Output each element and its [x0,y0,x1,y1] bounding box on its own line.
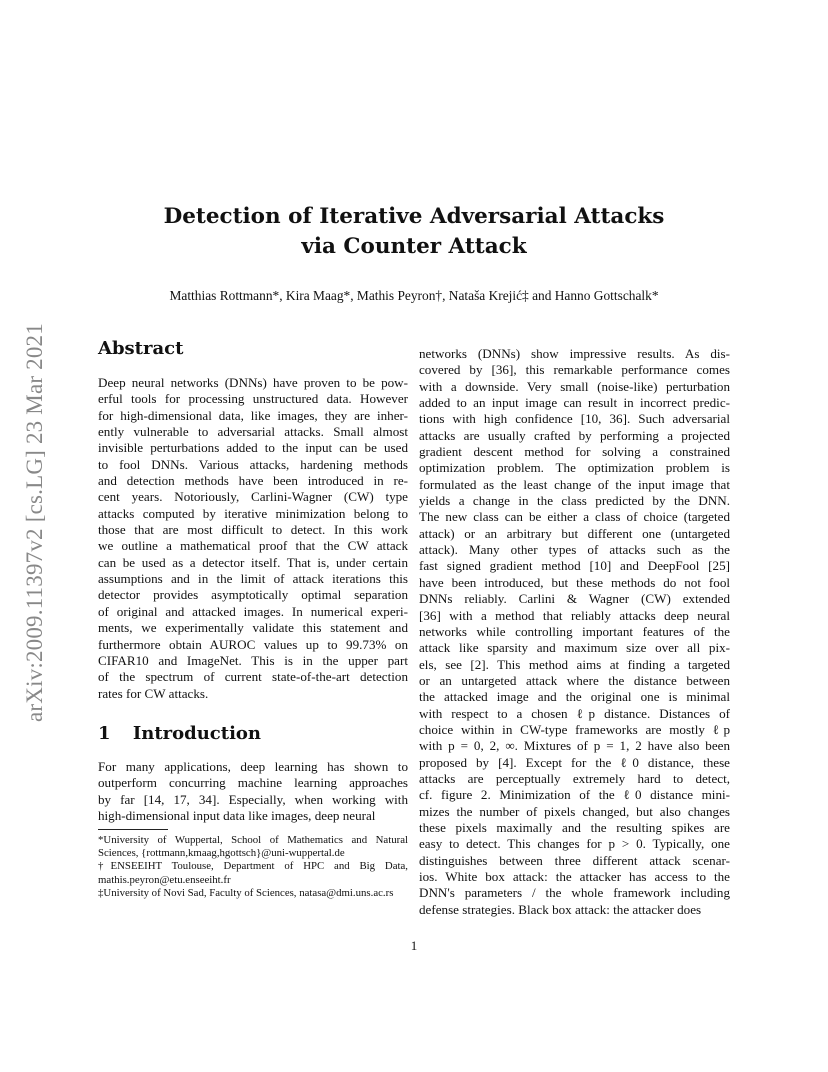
title-line: Detection of Iterative Adversarial Attacks [163,204,665,229]
body-line: attacks are perceptually extremely hard to detect, [419,770,730,786]
body-line: gradient descent method for solving a constrained [419,444,730,460]
body-line: have been introduced, but these methods do not fool [419,574,730,590]
footnotes [98,834,408,900]
body-line: the attacked image and the original one is minimal [419,689,730,705]
body-line: cf. figure 2. Minimization of the ℓ0 distance mini- [419,787,730,803]
body-line: choice within in CW-type frameworks are mostly ℓp [419,721,730,737]
body-line: easy to detect. This changes for p > 0. Typically, one [419,836,730,852]
body-line: with a downside. Very small (noise-like) perturbation [419,378,730,394]
body-line: attack) or an arbitrary but different one (untargeted [419,525,730,541]
footnote: ‡University of Novi Sad, Faculty of Sciences, natasa@dmi.uns.ac.rs [98,886,394,899]
abstract-line: for high-dimensional data, like images, they are inher- [98,407,408,423]
abstract-line: of original and attacked images. In numerical experi- [98,603,408,619]
abstract-line: can be used as a detector itself. That is, under certain [98,554,408,570]
body-line: DNN's parameters / the whole framework including [419,885,730,901]
right-column-body [419,346,730,918]
abstract-line: those that are most difficult to detect. In this work [98,522,408,538]
abstract-line: rates for CW attacks. [98,685,209,701]
body-line: mizes the number of pixels changed, but also changes [419,803,730,819]
body-line: els, see [2]. This method aims at finding a targeted [419,656,730,672]
section-number: 1 [98,723,111,744]
intro-line: For many applications, deep learning has shown to [98,759,408,774]
abstract-line: furthermore obtain AUROC values up to 99.73% on [98,636,408,652]
section-heading [98,723,261,744]
body-line: fast signed gradient method [10] and DeepFool [25] [419,558,730,574]
abstract-line: ments, we experimentally validate this statement and [98,620,408,636]
body-line: DNNs reliably. Carlini & Wagner (CW) extended [419,591,730,607]
abstract-line: ently vulnerable to adversarial attacks. Small almost [98,424,408,440]
abstract-line: and detection methods have been introduced in re- [98,473,408,489]
body-line: proposed by [4]. Except for the ℓ0 distance, these [419,754,730,770]
body-line: ios. White box attack: the attacker has access to the [419,869,730,884]
abstract-body [98,375,408,702]
body-line: or an untargeted attack where the distance between [419,672,730,688]
body-line: these pixels maximally and the resulting spikes are [419,819,730,835]
body-line: defense strategies. Black box attack: the attacker does [419,901,702,917]
abstract-line: we outline a mathematical proof that the CW attack [98,538,408,554]
abstract-heading: Abstract [98,338,184,359]
abstract-line: Deep neural networks (DNNs) have proven to be pow- [98,375,408,390]
abstract-line: erful tools for processing unstructured data. However [98,391,408,407]
footnote-rule [98,829,168,830]
body-line: distinguishes between three different attack scenar- [419,852,730,868]
body-line: attack). Many other types of attacks such as the [419,542,730,558]
intro-line: by far [14, 17, 34]. Especially, when working with [98,791,408,807]
footnote: *University of Wuppertal, School of Mathematics and Natural Sciences, {rottmann,kmaag,hgottsch}@uni-wuppertal.de [98,834,408,860]
abstract-line: attacks computed by iterative minimization belong to [98,505,408,521]
abstract-line: invisible perturbations added to the input can be used [98,440,408,456]
intro-body [98,759,408,824]
footnote: †ENSEEIHT Toulouse, Department of HPC and Big Data, mathis.peyron@etu.enseeiht.fr [98,860,408,886]
body-line: networks (DNNs) show impressive results. As dis- [419,346,730,361]
abstract-line: to fool DNNs. Various attacks, hardening methods [98,456,408,472]
body-line: optimization problem. The optimization problem is [419,460,730,476]
author-list: Matthias Rottmann*, Kira Maag*, Mathis Peyron†, Nataša Krejić‡ and Hanno Gottschalk* [169,288,659,303]
intro-line: high-dimensional input data like images, deep neural [98,808,376,824]
body-line: [36] with a method that reliably attacks deep neural [419,607,730,623]
paper-title [98,202,730,262]
body-line: attacks are usually crafted by performing a projected [419,427,730,443]
body-line: yields a change in the class predicted by the DNN. [419,493,730,509]
section-title: Introduction [132,723,262,744]
body-line: attack like sparsity and maximum size over all pix- [419,640,730,656]
body-line: tions with high confidence [10, 36]. Such adversarial [419,411,730,427]
abstract-line: detector provides asymptotically optimal separation [98,587,408,603]
body-line: formulated as the least change of the input image that [419,476,730,492]
title-line: via Counter Attack [301,234,527,259]
body-line: covered by [36], this remarkable performance comes [419,362,730,378]
body-line: networks while controlling important features of the [419,623,730,639]
abstract-line: assumptions and in the limit of attack iterations this [98,571,408,587]
abstract-line: CIFAR10 and ImageNet. This is in the upper part [98,652,408,668]
body-line: with respect to a chosen ℓp distance. Distances of [419,705,730,721]
arxiv-stamp: arXiv:2009.11397v2 [cs.LG] 23 Mar 2021 [22,323,47,723]
page-number: 1 [410,938,418,953]
body-line: added to an input image can result in incorrect predic- [419,395,730,411]
abstract-line: cent years. Notoriously, Carlini-Wagner (CW) type [98,489,408,505]
body-line: with p = 0, 2, ∞. Mixtures of p = 1, 2 have also been [419,738,730,754]
body-line: The new class can be either a class of choice (targeted [419,509,730,525]
abstract-line: of the spectrum of current state-of-the-art detection [98,669,408,685]
intro-line: outperform concurring machine learning approaches [98,775,408,791]
